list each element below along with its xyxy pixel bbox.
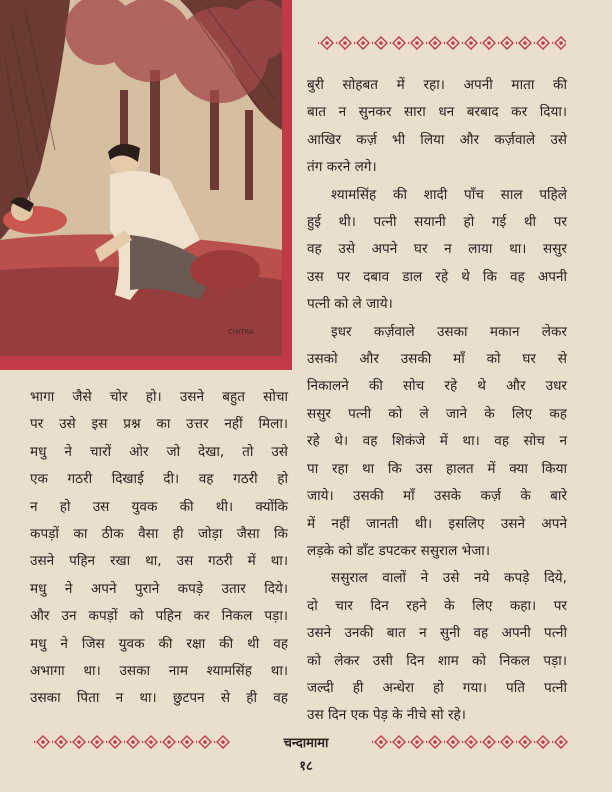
text-line: बुरी सोहबत में रहा। अपनी माता की [307, 77, 567, 93]
text-line: बात न सुनकर सारा धन बरबाद कर दिया। [307, 104, 567, 121]
text-line: भागा जैसे चोर हो। उसने बहुत सोचा [30, 389, 288, 405]
page-number: १८ [299, 759, 313, 774]
text-line: उसका पिता न था। छुटपन से ही वह [30, 690, 288, 707]
text-line: उस पर दबाव डाल रहे थे कि वह अपनी [307, 268, 567, 285]
text-line: वह उसे अपने घर न लाया था। ससुर [307, 241, 567, 258]
top-ornament [318, 36, 566, 50]
text-line: आखिर कर्ज़ भी लिया और कर्ज़वाले उसे [307, 131, 567, 148]
text-line: उस दिन एक पेड़ के नीचे सो रहे। [307, 707, 466, 724]
text-line: हुई थी। पत्नी सयानी हो गई थी पर [307, 214, 567, 231]
text-line: मधु ने अपने पुराने कपड़े उतार दिये। [30, 580, 288, 597]
text-line: जल्दी ही अन्धेरा हो गया। पति पत्नी [307, 679, 567, 696]
text-line: कपड़ों का ठीक वैसा ही जोड़ा जैसा कि [30, 526, 288, 543]
left-column [30, 384, 288, 713]
text-line: उसको और उसकी माँ को घर से [307, 351, 567, 368]
text-line: तंग करने लगे। [307, 159, 377, 176]
text-line: इधर कर्ज़वाले उसका मकान लेकर [331, 323, 567, 340]
text-line: न हो उस युवक की थी। क्योंकि [30, 498, 288, 515]
text-line: पत्नी को ले जाये। [307, 296, 393, 313]
story-illustration [0, 0, 282, 356]
text-line: उसने उनकी बात न सुनी वह अपनी पत्नी [307, 625, 567, 642]
text-line: अभागा था। उसका नाम श्यामसिंह था। [30, 663, 288, 680]
text-line: और उन कपड़ों को पहिन कर निकल पड़ा। [30, 608, 288, 625]
artist-signature: CHITRA [228, 328, 254, 336]
text-line: निकालने की सोच रहे थे और उधर [307, 378, 567, 395]
text-line: मधु ने जिस युवक की रक्षा की थी वह [30, 635, 288, 652]
text-line: श्यामसिंह की शादी पाँच साल पहिले [331, 186, 567, 203]
story-illustration-frame [0, 0, 292, 370]
text-line: में नहीं जानती थी। इसलिए उसने अपने [307, 515, 567, 532]
right-column [307, 72, 567, 730]
text-line: दो चार दिन रहने के लिए कहा। पर [307, 597, 567, 614]
text-line: पा रहा था कि उस हालत में क्या किया [307, 460, 567, 477]
text-line: मधु ने चारों ओर जो देखा, तो उसे [30, 443, 288, 460]
text-line: उसने पहिन रखा था, उस गठरी में था। [30, 553, 288, 570]
text-line: ससुराल वालों ने उसे नये कपड़े दिये, [331, 570, 567, 587]
text-line: को लेकर उसी दिन शाम को निकल पड़ा। [307, 652, 567, 669]
text-line: एक गठरी दिखाई दी। वह गठरी हो [30, 471, 288, 488]
text-line: लड़के को डाँट डपटकर ससुराल भेजा। [307, 542, 490, 559]
text-line: रहे थे। वह शिकंजे में था। वह सोच न [307, 433, 567, 450]
text-line: ससुर पत्नी को ले जाने के लिए कह [307, 405, 567, 422]
text-line: पर उसे इस प्रश्न का उत्तर नहीं मिला। [30, 416, 288, 433]
magazine-title: चन्दामामा [283, 736, 329, 751]
text-line: जाये। उसकी माँ उसके कर्ज़ के बारे [307, 488, 567, 505]
